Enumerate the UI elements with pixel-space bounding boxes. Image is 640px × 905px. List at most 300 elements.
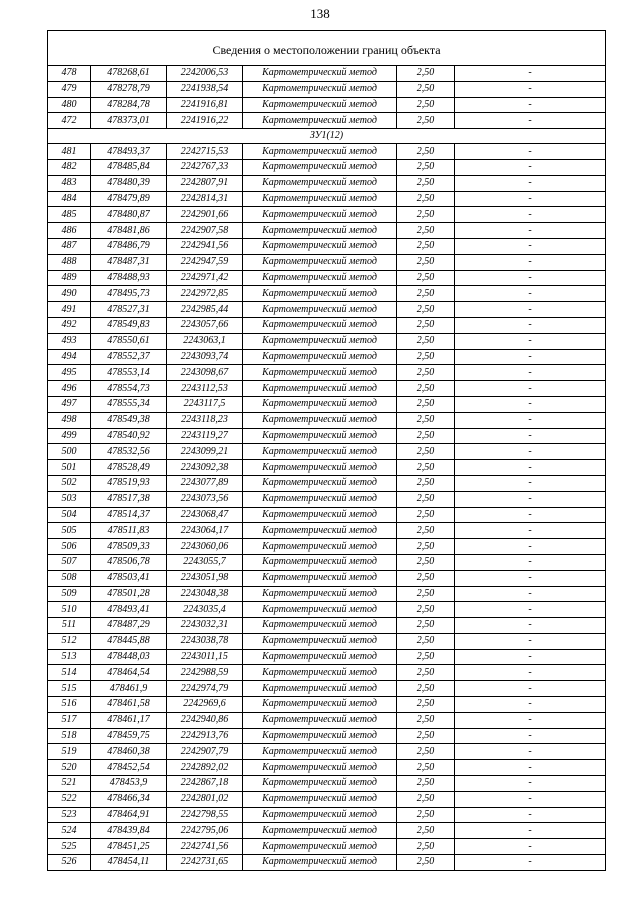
description-cell: - [455,349,606,365]
point-number-cell: 496 [48,381,91,397]
method-cell: Картометрический метод [243,823,397,839]
point-number-cell: 505 [48,523,91,539]
accuracy-cell: 2,50 [397,365,455,381]
table-row [48,270,606,286]
accuracy-cell: 2,50 [397,97,455,113]
description-cell: - [455,460,606,476]
coord-x-cell: 478532,56 [91,444,167,460]
point-number-cell: 490 [48,286,91,302]
method-cell: Картометрический метод [243,207,397,223]
coord-y-cell: 2243093,74 [167,349,243,365]
accuracy-cell: 2,50 [397,349,455,365]
coord-x-cell: 478461,9 [91,681,167,697]
table-row [48,554,606,570]
point-number-cell: 487 [48,238,91,254]
accuracy-cell: 2,50 [397,286,455,302]
accuracy-cell: 2,50 [397,839,455,855]
coord-x-cell: 478459,75 [91,728,167,744]
table-row [48,159,606,175]
coord-x-cell: 478553,14 [91,365,167,381]
point-number-cell: 511 [48,618,91,634]
accuracy-cell: 2,50 [397,381,455,397]
accuracy-cell: 2,50 [397,207,455,223]
point-number-cell: 523 [48,807,91,823]
description-cell: - [455,175,606,191]
method-cell: Картометрический метод [243,712,397,728]
method-cell: Картометрический метод [243,381,397,397]
coord-y-cell: 2242814,31 [167,191,243,207]
point-number-cell: 482 [48,159,91,175]
point-number-cell: 509 [48,586,91,602]
coord-x-cell: 478486,79 [91,238,167,254]
table-row [48,855,606,871]
description-cell: - [455,570,606,586]
coord-x-cell: 478439,84 [91,823,167,839]
description-cell: - [455,744,606,760]
coord-y-cell: 2243038,78 [167,633,243,649]
coord-x-cell: 478488,93 [91,270,167,286]
point-number-cell: 521 [48,776,91,792]
table-row [48,412,606,428]
method-cell: Картометрический метод [243,776,397,792]
table-row [48,744,606,760]
table-row [48,839,606,855]
coord-y-cell: 2242974,79 [167,681,243,697]
point-number-cell: 484 [48,191,91,207]
coord-x-cell: 478493,37 [91,144,167,160]
method-cell: Картометрический метод [243,633,397,649]
section-row [48,129,606,144]
method-cell: Картометрический метод [243,618,397,634]
table-row [48,317,606,333]
method-cell: Картометрический метод [243,523,397,539]
point-number-cell: 526 [48,855,91,871]
coord-y-cell: 2243092,38 [167,460,243,476]
coord-x-cell: 478480,87 [91,207,167,223]
method-cell: Картометрический метод [243,665,397,681]
coord-y-cell: 2242971,42 [167,270,243,286]
point-number-cell: 522 [48,791,91,807]
accuracy-cell: 2,50 [397,823,455,839]
accuracy-cell: 2,50 [397,444,455,460]
description-cell: - [455,113,606,129]
coord-y-cell: 2242006,53 [167,66,243,82]
description-cell: - [455,66,606,82]
description-cell: - [455,207,606,223]
coord-x-cell: 478464,54 [91,665,167,681]
description-cell: - [455,712,606,728]
point-number-cell: 481 [48,144,91,160]
method-cell: Картометрический метод [243,270,397,286]
coord-y-cell: 2243057,66 [167,317,243,333]
description-cell: - [455,238,606,254]
coord-y-cell: 2243051,98 [167,570,243,586]
coord-y-cell: 2243098,67 [167,365,243,381]
point-number-cell: 493 [48,333,91,349]
accuracy-cell: 2,50 [397,491,455,507]
coord-y-cell: 2242907,79 [167,744,243,760]
description-cell: - [455,286,606,302]
method-cell: Картометрический метод [243,586,397,602]
method-cell: Картометрический метод [243,144,397,160]
point-number-cell: 514 [48,665,91,681]
table-row [48,333,606,349]
coord-y-cell: 2243077,89 [167,475,243,491]
accuracy-cell: 2,50 [397,744,455,760]
coord-x-cell: 478528,49 [91,460,167,476]
point-number-cell: 520 [48,760,91,776]
accuracy-cell: 2,50 [397,223,455,239]
description-cell: - [455,144,606,160]
method-cell: Картометрический метод [243,570,397,586]
description-cell: - [455,633,606,649]
point-number-cell: 518 [48,728,91,744]
point-number-cell: 497 [48,396,91,412]
method-cell: Картометрический метод [243,81,397,97]
description-cell: - [455,475,606,491]
method-cell: Картометрический метод [243,697,397,713]
description-cell: - [455,728,606,744]
table-row [48,760,606,776]
method-cell: Картометрический метод [243,66,397,82]
point-number-cell: 517 [48,712,91,728]
accuracy-cell: 2,50 [397,855,455,871]
coord-y-cell: 2242972,85 [167,286,243,302]
coord-y-cell: 2242715,53 [167,144,243,160]
table-row [48,207,606,223]
description-cell: - [455,855,606,871]
boundary-coordinates-table [47,30,606,871]
accuracy-cell: 2,50 [397,507,455,523]
table-row [48,712,606,728]
method-cell: Картометрический метод [243,807,397,823]
coord-x-cell: 478554,73 [91,381,167,397]
coord-x-cell: 478517,38 [91,491,167,507]
accuracy-cell: 2,50 [397,460,455,476]
description-cell: - [455,839,606,855]
accuracy-cell: 2,50 [397,175,455,191]
coord-y-cell: 2243032,31 [167,618,243,634]
description-cell: - [455,191,606,207]
coord-y-cell: 2243117,5 [167,396,243,412]
table-row [48,776,606,792]
method-cell: Картометрический метод [243,286,397,302]
accuracy-cell: 2,50 [397,333,455,349]
accuracy-cell: 2,50 [397,238,455,254]
accuracy-cell: 2,50 [397,791,455,807]
table-title: Сведения о местоположении границ объекта [48,31,606,66]
point-number-cell: 492 [48,317,91,333]
description-cell: - [455,681,606,697]
coord-y-cell: 2243073,56 [167,491,243,507]
accuracy-cell: 2,50 [397,113,455,129]
coord-y-cell: 2243063,1 [167,333,243,349]
page-number: 138 [310,6,330,21]
table-row [48,381,606,397]
coord-y-cell: 2242767,33 [167,159,243,175]
description-cell: - [455,665,606,681]
point-number-cell: 503 [48,491,91,507]
coord-x-cell: 478552,37 [91,349,167,365]
method-cell: Картометрический метод [243,365,397,381]
description-cell: - [455,254,606,270]
coord-x-cell: 478514,37 [91,507,167,523]
table-row [48,523,606,539]
method-cell: Картометрический метод [243,159,397,175]
description-cell: - [455,523,606,539]
coord-x-cell: 478540,92 [91,428,167,444]
description-cell: - [455,586,606,602]
coord-x-cell: 478460,38 [91,744,167,760]
description-cell: - [455,81,606,97]
coord-y-cell: 2243119,27 [167,428,243,444]
coord-x-cell: 478509,33 [91,539,167,555]
accuracy-cell: 2,50 [397,602,455,618]
method-cell: Картометрический метод [243,175,397,191]
accuracy-cell: 2,50 [397,254,455,270]
point-number-cell: 525 [48,839,91,855]
method-cell: Картометрический метод [243,554,397,570]
coord-y-cell: 2242901,66 [167,207,243,223]
description-cell: - [455,412,606,428]
method-cell: Картометрический метод [243,97,397,113]
method-cell: Картометрический метод [243,317,397,333]
coord-x-cell: 478493,41 [91,602,167,618]
table-row [48,81,606,97]
accuracy-cell: 2,50 [397,302,455,318]
description-cell: - [455,333,606,349]
coord-y-cell: 2243112,53 [167,381,243,397]
point-number-cell: 515 [48,681,91,697]
table-row [48,175,606,191]
coord-x-cell: 478519,93 [91,475,167,491]
point-number-cell: 500 [48,444,91,460]
method-cell: Картометрический метод [243,602,397,618]
coord-y-cell: 2242907,58 [167,223,243,239]
accuracy-cell: 2,50 [397,649,455,665]
point-number-cell: 524 [48,823,91,839]
description-cell: - [455,760,606,776]
description-cell: - [455,302,606,318]
coord-y-cell: 2242985,44 [167,302,243,318]
coord-x-cell: 478501,28 [91,586,167,602]
description-cell: - [455,602,606,618]
table-row [48,539,606,555]
coord-x-cell: 478373,01 [91,113,167,129]
coord-x-cell: 478452,54 [91,760,167,776]
description-cell: - [455,444,606,460]
coord-y-cell: 2242741,56 [167,839,243,855]
table-row [48,254,606,270]
method-cell: Картометрический метод [243,302,397,318]
method-cell: Картометрический метод [243,839,397,855]
table-row [48,823,606,839]
table-row [48,791,606,807]
point-number-cell: 508 [48,570,91,586]
coord-x-cell: 478549,83 [91,317,167,333]
table-row [48,396,606,412]
coord-x-cell: 478549,38 [91,412,167,428]
table-row [48,97,606,113]
accuracy-cell: 2,50 [397,81,455,97]
coord-y-cell: 2243060,06 [167,539,243,555]
coord-y-cell: 2241938,54 [167,81,243,97]
coord-x-cell: 478284,78 [91,97,167,113]
description-cell: - [455,223,606,239]
method-cell: Картометрический метод [243,681,397,697]
point-number-cell: 512 [48,633,91,649]
coord-x-cell: 478479,89 [91,191,167,207]
coord-y-cell: 2242969,6 [167,697,243,713]
accuracy-cell: 2,50 [397,475,455,491]
accuracy-cell: 2,50 [397,317,455,333]
table-row [48,807,606,823]
method-cell: Картометрический метод [243,223,397,239]
table-row [48,602,606,618]
coord-x-cell: 478453,9 [91,776,167,792]
description-cell: - [455,554,606,570]
description-cell: - [455,649,606,665]
description-cell: - [455,776,606,792]
method-cell: Картометрический метод [243,539,397,555]
point-number-cell: 483 [48,175,91,191]
table-row [48,681,606,697]
method-cell: Картометрический метод [243,460,397,476]
method-cell: Картометрический метод [243,238,397,254]
description-cell: - [455,159,606,175]
table-row [48,444,606,460]
method-cell: Картометрический метод [243,412,397,428]
method-cell: Картометрический метод [243,728,397,744]
coord-x-cell: 478527,31 [91,302,167,318]
accuracy-cell: 2,50 [397,776,455,792]
description-cell: - [455,791,606,807]
method-cell: Картометрический метод [243,113,397,129]
description-cell: - [455,507,606,523]
coord-y-cell: 2243055,7 [167,554,243,570]
accuracy-cell: 2,50 [397,144,455,160]
method-cell: Картометрический метод [243,855,397,871]
method-cell: Картометрический метод [243,349,397,365]
coord-y-cell: 2242798,55 [167,807,243,823]
method-cell: Картометрический метод [243,791,397,807]
coord-y-cell: 2241916,22 [167,113,243,129]
point-number-cell: 501 [48,460,91,476]
point-number-cell: 510 [48,602,91,618]
table-row [48,238,606,254]
coord-x-cell: 478481,86 [91,223,167,239]
method-cell: Картометрический метод [243,507,397,523]
description-cell: - [455,618,606,634]
coord-x-cell: 478448,03 [91,649,167,665]
coord-y-cell: 2243064,17 [167,523,243,539]
point-number-cell: 472 [48,113,91,129]
table-row [48,618,606,634]
accuracy-cell: 2,50 [397,618,455,634]
coord-y-cell: 2243099,21 [167,444,243,460]
point-number-cell: 499 [48,428,91,444]
table-row [48,475,606,491]
method-cell: Картометрический метод [243,760,397,776]
accuracy-cell: 2,50 [397,66,455,82]
coord-x-cell: 478555,34 [91,396,167,412]
table-row [48,365,606,381]
point-number-cell: 494 [48,349,91,365]
coord-x-cell: 478464,91 [91,807,167,823]
point-number-cell: 507 [48,554,91,570]
accuracy-cell: 2,50 [397,191,455,207]
coord-y-cell: 2242988,59 [167,665,243,681]
coord-y-cell: 2243068,47 [167,507,243,523]
accuracy-cell: 2,50 [397,728,455,744]
description-cell: - [455,807,606,823]
point-number-cell: 513 [48,649,91,665]
accuracy-cell: 2,50 [397,697,455,713]
table-row [48,113,606,129]
table-row [48,570,606,586]
method-cell: Картометрический метод [243,333,397,349]
coord-y-cell: 2243035,4 [167,602,243,618]
accuracy-cell: 2,50 [397,633,455,649]
table-row [48,633,606,649]
method-cell: Картометрический метод [243,254,397,270]
accuracy-cell: 2,50 [397,428,455,444]
coord-x-cell: 478487,29 [91,618,167,634]
description-cell: - [455,381,606,397]
table-row [48,428,606,444]
coord-y-cell: 2242867,18 [167,776,243,792]
coord-y-cell: 2243118,23 [167,412,243,428]
coord-x-cell: 478466,34 [91,791,167,807]
accuracy-cell: 2,50 [397,554,455,570]
accuracy-cell: 2,50 [397,412,455,428]
coord-y-cell: 2242731,65 [167,855,243,871]
description-cell: - [455,539,606,555]
point-number-cell: 480 [48,97,91,113]
table-row [48,223,606,239]
coord-y-cell: 2242940,86 [167,712,243,728]
table-title-row [48,31,606,66]
coord-y-cell: 2241916,81 [167,97,243,113]
table-row [48,665,606,681]
description-cell: - [455,823,606,839]
table-row [48,728,606,744]
coord-x-cell: 478487,31 [91,254,167,270]
coord-x-cell: 478268,61 [91,66,167,82]
point-number-cell: 502 [48,475,91,491]
table-row [48,460,606,476]
accuracy-cell: 2,50 [397,270,455,286]
coord-y-cell: 2242947,59 [167,254,243,270]
table-row [48,349,606,365]
accuracy-cell: 2,50 [397,570,455,586]
point-number-cell: 519 [48,744,91,760]
coord-y-cell: 2242892,02 [167,760,243,776]
method-cell: Картометрический метод [243,428,397,444]
point-number-cell: 486 [48,223,91,239]
coord-x-cell: 478461,58 [91,697,167,713]
point-number-cell: 495 [48,365,91,381]
coord-x-cell: 478495,73 [91,286,167,302]
coord-y-cell: 2242795,06 [167,823,243,839]
coord-x-cell: 478506,78 [91,554,167,570]
table-row [48,491,606,507]
coord-x-cell: 478454,11 [91,855,167,871]
table-row [48,302,606,318]
table-row [48,66,606,82]
table-row [48,144,606,160]
table-row [48,507,606,523]
